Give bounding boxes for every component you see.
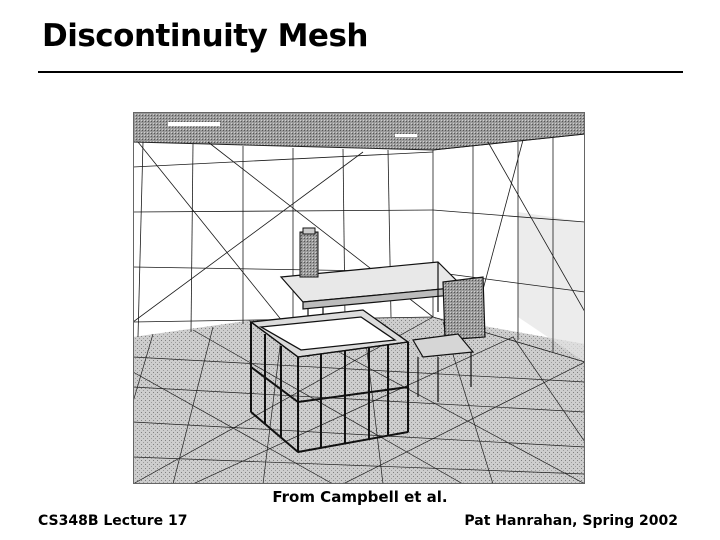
discontinuity-mesh-figure xyxy=(133,112,585,484)
ceiling-light-2 xyxy=(395,134,417,137)
slide-title: Discontinuity Mesh xyxy=(42,18,368,54)
footer-course-label: CS348B Lecture 17 xyxy=(38,513,188,529)
title-divider xyxy=(38,71,683,73)
ceiling xyxy=(133,112,585,150)
figure-caption: From Campbell et al. xyxy=(272,488,448,506)
wireframe-room-illustration xyxy=(133,112,585,484)
desk-lamp xyxy=(300,228,318,277)
footer-author-label: Pat Hanrahan, Spring 2002 xyxy=(464,513,678,529)
ceiling-light xyxy=(168,122,220,126)
